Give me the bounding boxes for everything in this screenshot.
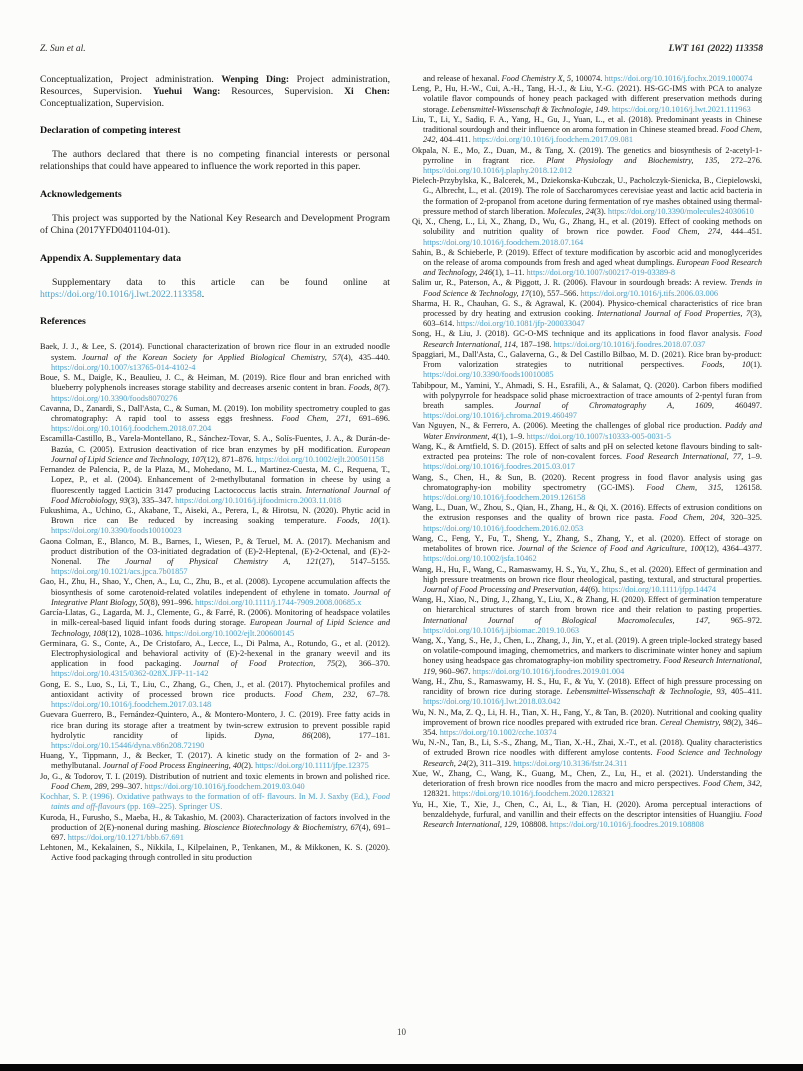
reference-entry [40, 342, 390, 373]
text-segment: , 404–411. [435, 135, 473, 145]
text-segment: Food Science and Technology Research, 24 [423, 748, 762, 768]
reference-entry [412, 677, 762, 708]
doi-link[interactable]: (pp. 169–225). Springer US. [125, 802, 223, 812]
text-segment: (12), 4364–4377. [702, 544, 762, 554]
text-segment: Food Chemistry X, 5 [501, 74, 572, 83]
text-segment: , 108808. [516, 819, 550, 829]
doi-link[interactable]: https://doi.org/10.1016/j.foodres.2019.01.004 [472, 666, 625, 676]
text-segment: , 1–9. [741, 452, 762, 462]
doi-link[interactable]: https://doi.org/10.1002/ejlt.200600145 [165, 628, 295, 638]
text-segment: Dyna, 86 [254, 730, 311, 740]
reference-entry [40, 772, 390, 792]
reference-entry [412, 565, 762, 596]
text-segment: Journal of the Science of Food and Agriculture, 100 [518, 544, 703, 554]
text-segment: , 299–307. [106, 781, 145, 791]
reference-entry [412, 176, 762, 217]
doi-link[interactable]: https://doi.org/10.1002/jsfa.10462 [423, 554, 537, 564]
reference-entry [412, 115, 762, 146]
reference-entry [412, 329, 762, 349]
doi-link[interactable]: https://doi.org/10.1016/j.ijbiomac.2019.10.063 [423, 625, 580, 635]
text-segment: (27), 5147–5155. [318, 557, 390, 567]
reference-entry [412, 534, 762, 565]
text-segment: (1), 1–11. [492, 268, 527, 278]
scan-edge-bar [0, 1064, 803, 1071]
text-segment: . [201, 288, 205, 300]
text-segment: Escamilla-Castillo, B., Varela-Montellano, R., Sánchez-Tovar, S. A., Solís-Fuentes, J. A., & Durán-de-Bazúa, C. (2005). Extrusion deactivation of rice bran enzymes by pH modification. [40, 434, 390, 454]
author-contributions-paragraph [40, 74, 390, 109]
text-segment: , 960–967. [434, 666, 473, 676]
doi-link[interactable]: https://doi.org/10.3390/foods10010023 [51, 526, 182, 536]
reference-entry [40, 792, 390, 812]
doi-link[interactable]: https://doi.org/10.1111/j.1744-7909.2008.00685.x [195, 597, 362, 607]
doi-link[interactable]: https://doi.org/10.1016/j.foodres.2019.108808 [549, 819, 704, 829]
reference-entry [40, 506, 390, 537]
doi-link[interactable]: https://doi.org/10.15446/dyna.v86n208.72190 [51, 740, 205, 750]
doi-link[interactable]: Food taints and off-flavours [51, 792, 390, 812]
text-segment: Food Chem, 242 [423, 125, 762, 145]
text-segment: (1), 1–9. [495, 431, 527, 441]
text-segment: (3), 603–614. [423, 309, 763, 329]
doi-link[interactable]: https://doi.org/10.1016/j.ijfoodmicro.2003.11.018 [175, 495, 342, 505]
text-segment: Wenping Ding: [221, 74, 290, 85]
text-segment: Lebensmittel-Wissenschaft & Technologie, 93 [566, 687, 725, 697]
doi-link[interactable]: https://doi.org/10.1271/bbb.67.691 [67, 832, 184, 842]
text-segment: Food Chem, 289 [51, 781, 107, 791]
reference-entry [412, 442, 762, 473]
text-segment: Journal of Food Protection, 75 [193, 659, 336, 669]
text-segment: Gaona Colman, E., Blanco, M. B., Barnes, I., Wiesen, P., & Teruel, M. A. (2017). Mechanism and product distribution of the O3-initiated degradation of (E)-2-Heptenal, (E)-2-Octenal, and (E)-2-Nonenal. [40, 536, 390, 567]
text-segment: Journal of Chromatography A, 1609 [514, 401, 712, 410]
text-segment: Food Chem, 274 [652, 227, 721, 237]
text-segment: Cereal Chemistry, 98 [659, 717, 732, 727]
reference-entry [40, 608, 390, 639]
text-segment: Yu, H., Xie, T., Xie, J., Chen, C., Ai, L., & Tian, H. (2020). Aroma perceptual interactions of benzaldehyde, furfural, and vanillin and their effects on the descriptor intensities of Huangjiu. [412, 799, 762, 819]
text-segment: Van Nguyen, N., & Ferrero, A. (2006). Meeting the challenges of global rice production. [412, 421, 725, 431]
page-number: 10 [397, 1027, 406, 1037]
appendix-doi-link[interactable]: https://doi.org/10.1016/j.lwt.2022.113358 [40, 288, 202, 300]
doi-link[interactable]: https://doi.org/10.1007/s00217-019-03389-8 [526, 268, 676, 278]
text-segment: (12), 871–876. [203, 454, 256, 464]
doi-link[interactable]: https://doi.org/10.4315/0362-028X.JFP-11-142 [51, 669, 209, 679]
text-segment: , 67–78. [355, 689, 391, 699]
text-segment: Leng, P., Hu, H.-W., Cui, A.-H., Tang, H.-J., & Liu, Y.-G. (2021). HS-GC-IMS with PCA to analyze volatile flavor compounds of honey peach packaged with different preservation methods during storage. [412, 84, 762, 114]
text-segment: (2), 346–354. [423, 717, 762, 737]
text-segment: Xue, W., Zhang, C., Wang, K., Guang, M., Chen, Z., Lu, H., et al. (2021). Understanding the deterioration of fresh brown rice noodles from the macro and micro perspectives. [412, 768, 762, 789]
doi-link[interactable]: https://doi.org/10.1016/j.lwt.2021.111963 [611, 104, 751, 114]
text-segment: Spaggiari, M., Dall'Asta, C., Galaverna, G., & Del Castillo Bilbao, M. D. (2021). Rice bran by-product: From valorization strategies to nutritional perspectives. [412, 349, 762, 370]
text-segment: (2). [241, 761, 256, 771]
text-segment: Journal of Integrative Plant Biology, 50 [51, 587, 390, 607]
text-segment: Journal of Food Processing and Preservation, 44 [423, 584, 589, 594]
text-segment: Foods, 10 [701, 360, 751, 370]
text-segment: Wang, K., & Arntfield, S. D. (2015). Effect of salts and pH on selected ketone flavours binding to salt-extracted pea proteins: The role of non-covalent forces. [412, 441, 762, 462]
section-heading-references: References [40, 316, 86, 328]
text-segment: Plant Physiology and Biochemistry, 135 [546, 155, 718, 165]
text-segment: , 128321. [423, 779, 762, 799]
text-segment: (10), 557–566. [529, 288, 581, 298]
text-segment: Lebensmittel-Wissenschaft & Technologie, 149 [451, 104, 608, 114]
reference-entry [412, 738, 762, 769]
doi-link[interactable]: https://doi.org/10.1111/jfpe.12375 [255, 761, 369, 771]
doi-link[interactable]: https://doi.org/10.1111/jfpp.14474 [601, 584, 717, 594]
doi-link[interactable]: https://doi.org/10.1016/j.plaphy.2018.12.012 [423, 165, 573, 175]
text-segment: , 691–696. [348, 413, 390, 423]
text-segment: Food Chem, 315 [646, 482, 722, 492]
text-segment: Sharma, H. R., Chauhan, G. S., & Agrawal, K. (2004). Physico-chemical characteristics of rice bran processed by dry heating and extrusion cooking. [412, 298, 762, 319]
text-segment: Bioscience Biotechnology & Biochemistry, 67 [203, 822, 359, 832]
text-segment: Wang, C., Feng, Y., Fu, T., Sheng, Y., Zhang, S., Zhang, Y., et al. (2020). Effect of storage on metabolites of brown rice. [412, 533, 762, 554]
text-segment: Resources, Supervision. [220, 85, 345, 97]
text-segment: European Journal of Lipid Science and Technology, 108 [51, 618, 390, 638]
text-segment: Trends in Food Science & Technology, 17 [423, 278, 762, 298]
text-segment: Jo, G., & Todorov, T. I. (2019). Distribution of nutrient and toxic elements in brown and polished rice. [40, 771, 390, 781]
reference-entry-continued [412, 74, 762, 84]
running-head [40, 44, 763, 54]
text-segment: Wang, H., Zhu, S., Ramaswamy, H. S., Hu, F., & Yu, Y. (2018). Effect of high pressure processing on rancidity of brown rice during storage. [412, 676, 762, 697]
running-head-author: Z. Sun et al. [40, 44, 86, 54]
reference-entry [412, 595, 762, 636]
text-segment: Wang, H., Hu, F., Wang, C., Ramaswamy, H. S., Yu, Y., Zhu, S., et al. (2020). Effect of germination and high pressure treatments on brown rice flour rheological, pasting, textural, and structural properties. [412, 564, 762, 584]
text-segment: Lehtonen, M., Kekalainen, S., Nikkila, I., Kilpelainen, P., Tenkanen, M., & Mikkonen, K. S. (2020). Active food packaging through controlled in situ production [40, 843, 390, 863]
doi-link[interactable]: https://doi.org/10.1002/ejlt.200501158 [255, 454, 384, 464]
doi-link[interactable]: https://doi.org/10.1016/j.fochx.2019.100074 [604, 74, 753, 83]
text-segment: Food Chem, 271 [281, 413, 349, 423]
doi-link[interactable]: https://doi.org/10.1016/j.foodchem.2016.02.053 [423, 523, 584, 533]
reference-entry [412, 381, 762, 422]
text-segment: (2), 366–370. [335, 659, 391, 669]
text-segment: Wang, S., Chen, H., & Sun, B. (2020). Recent progress in food flavor analysis using gas chromatography-ion mobility spectrometry (GC-IMS). [412, 472, 762, 492]
doi-link[interactable]: https://doi.org/10.1007/s10333-005-0031-5 [526, 431, 671, 441]
reference-entry [412, 278, 762, 298]
text-segment: Supplementary data to this article can be found online at [52, 276, 390, 288]
text-segment: Sahin, B., & Schieberle, P. (2019). Effect of texture modification by ascorbic acid and monoglycerides on the release of aroma compounds from fresh and aged wheat dumplings. [412, 247, 762, 267]
text-segment: Food Research International, 129 [423, 809, 762, 829]
reference-entry [40, 537, 390, 578]
doi-link[interactable]: https://doi.org/10.1002/cche.10374 [439, 728, 557, 737]
text-segment: Foods, 8 [348, 383, 379, 393]
text-segment: International Journal of Biological Macromolecules, 147 [423, 615, 708, 625]
appendix-paragraph [40, 277, 390, 301]
doi-link[interactable]: https://doi.org/10.1016/j.chroma.2019.460497 [423, 411, 577, 421]
text-segment: Food Chem, 232 [284, 689, 356, 699]
text-segment: Cavanna, D., Zanardi, S., Dall'Asta, C., & Suman, M. (2019). Ion mobility spectrometry coupled to gas chromatography: A rapid tool to assess eggs freshness. [40, 403, 390, 423]
doi-link[interactable]: https://doi.org/10.3390/molecules24030610 [607, 206, 754, 216]
text-segment: and release of hexanal. [423, 74, 502, 83]
text-segment: Wu, N. N., Ma, Z. Q., Li, H. H., Tian, X. H., Fang, Y., & Tan, B. (2020). Nutritional and cooking quality improvement of brown rice noodles prepared with extruded rice bran. [412, 707, 762, 727]
text-segment: Salim ur, R., Paterson, A., & Piggott, J. R. (2006). Flavour in sourdough breads: A review. [412, 278, 731, 288]
text-segment: Boue, S. M., Daigle, K., Beaulieu, J. C., & Heiman, M. (2019). Rice flour and bran enriched with blueberry polyphenols increases storage stability and decreases arsenic content in bran. [40, 373, 390, 393]
text-segment: Xi Chen: [344, 85, 390, 97]
reference-entry [40, 465, 390, 506]
right-column [412, 74, 762, 864]
doi-link[interactable]: https://doi.org/10.1016/j.foodres.2018.07.037 [553, 339, 706, 349]
reference-entry [40, 813, 390, 844]
references-list-right [412, 74, 762, 830]
text-segment: (208), 177–181. [310, 730, 390, 740]
reference-entry [412, 146, 762, 177]
text-segment: Wang, L., Duan, W., Zhou, S., Qian, H., Zhang, H., & Qi, X. (2016). Effects of extrusion conditions on the extrusion responses and the quality of brown rice pasta. [412, 503, 762, 523]
text-segment: Gong, E. S., Luo, S., Li, T., Liu, C., Zhang, G., Chen, J., et al. (2017). Phytochemical profiles and antioxidant activity of processed brown rice products. [40, 679, 390, 699]
doi-link[interactable]: https://doi.org/10.1016/j.foodchem.2020.128321 [452, 789, 615, 799]
text-segment: (4), 691–697. [51, 822, 390, 842]
text-segment: Food Research International, 114 [423, 329, 762, 349]
text-segment: Food Chem, 342 [702, 779, 760, 789]
doi-link[interactable]: https://doi.org/10.1081/jfp-200033047 [456, 319, 585, 329]
text-segment: Gao, H., Zhu, H., Shao, Y., Chen, A., Lu, C., Zhu, B., et al. (2008). Lycopene accumulation affects the biosynthesis of some carotenoid-related volatiles independent of ethylene in tomato. [40, 577, 390, 597]
text-segment: Conceptualization, Supervision. [40, 97, 165, 109]
text-segment: Food Chem, 204 [659, 513, 723, 523]
text-segment: Baek, J. J., & Lee, S. (2014). Functional characterization of brown rice flour in an extruded noodle system. [40, 342, 390, 362]
reference-entry [412, 350, 762, 381]
text-segment: , 320–325. [722, 513, 763, 523]
reference-entry [40, 434, 390, 465]
doi-link[interactable]: https://doi.org/10.1007/s13765-014-4102-4 [51, 362, 196, 372]
doi-link[interactable]: https://doi.org/10.1016/j.foodchem.2018.07.164 [423, 237, 584, 247]
text-segment: Song, H., & Liu, J. (2018). GC-O-MS technique and its applications in food flavor analysis. [412, 329, 745, 339]
text-segment: Wang, H., Xiao, N., Ding, J., Zhang, Y., Liu, X., & Zhang, H. (2020). Effect of germination temperature on hierarchical structures of starch from brown rice and their relation to pasting properties. [412, 595, 762, 615]
reference-entry [40, 843, 390, 863]
text-segment: Wu, N.-N., Tan, B., Li, S.-S., Zhang, M., Tian, X.-H., Zhai, X.-T., et al. (2018). Quality characteristics of extruded Brown rice noodles with different amylose contents. [412, 738, 762, 758]
doi-link[interactable]: https://doi.org/10.1016/j.foodres.2015.03.017 [423, 462, 575, 472]
reference-entry [412, 708, 762, 739]
doi-link[interactable]: https://doi.org/10.1016/j.foodchem.2019.03.040 [144, 781, 305, 791]
text-segment: Qi, X., Cheng, L., Li, X., Zhang, D., Wu, G., Zhang, H., et al. (2019). Effect of cooking methods on solubility and nutrition quality of brown rice powder. [412, 217, 762, 237]
reference-entry [412, 473, 762, 504]
reference-entry [40, 373, 390, 404]
text-segment: Tabibpour, M., Yamini, Y., Ahmadi, S. H., Esrafili, A., & Salamat, Q. (2020). Carbon fibers modified with polypyrrole for headspace solid phase microextraction of trace amounts of 2-pentyl furan from breath samples. [412, 380, 762, 410]
text-segment: Foods, 10 [336, 516, 379, 526]
running-head-journal: LWT 161 (2022) 113358 [668, 44, 763, 54]
text-segment: , 405–411. [724, 687, 762, 697]
reference-entry [412, 421, 762, 441]
text-segment: Wang, X., Yang, S., He, J., Chen, L., Zhang, J., Jin, Y., et al. (2019). A green triple-locked strategy based on volatile-compound imaging, chemometrics, and markers to discriminate winter honey and sapium honey using headspace gas chromatography-ion mobility spectrometry. [412, 636, 762, 666]
text-segment: Molecules, 24 [547, 206, 595, 216]
text-segment: European Journal of Lipid Science and Technology, 107 [51, 444, 390, 464]
section-heading-appendix: Appendix A. Supplementary data [40, 252, 182, 264]
text-segment: Conceptualization, Project administration. [40, 74, 222, 85]
reference-entry [412, 248, 762, 279]
text-segment: International Journal of Food Properties, 7 [597, 309, 751, 319]
text-segment: , 444–451. [720, 227, 762, 237]
text-segment: , 272–276. [717, 155, 762, 165]
text-segment: Pielech-Przybylska, K., Balcerek, M., Dziekonska-Kubczak, U., Pacholczyk-Sienicka, B., Ciepielowski, G., Albrecht, L., et al. (2019). The role of Saccharomyces cerevisiae yeast and lactic acid bacteria in the formation of 2-propanol from acetone during fermentation of rye mashes obtained using thermal-pressure method of starch liberation. [412, 176, 762, 216]
reference-entry [40, 751, 390, 771]
text-segment: Okpala, N. E., Mo, Z., Duan, M., & Tang, X. (2019). The genetics and biosynthesis of 2-acetyl-1-pyrroline in fragrant rice. [412, 145, 762, 165]
text-segment: European Food Research and Technology, 246 [423, 257, 762, 278]
text-segment: Yuehui Wang: [152, 85, 221, 97]
doi-link[interactable]: https://doi.org/10.1016/j.foodchem.2018.07.204 [51, 424, 212, 434]
text-segment: Germinara, G. S., Conte, A., De Cristofaro, A., Lecce, L., Di Palma, A., Rotundo, G., et al. (2012). Electrophysiological and behavioral activity of (E)-2-hexenal in the granary weevil and its application in food packaging. [40, 638, 390, 669]
text-segment: , 126158. [721, 482, 762, 492]
text-segment: Journal of the Korean Society for Applied Biological Chemistry, 57 [82, 352, 342, 362]
page-footer [0, 1027, 803, 1037]
doi-link[interactable]: Kochhar, S. P. (1996). Oxidative pathways to the formation of off- flavours. In M. J. Saxby (Ed.), [40, 792, 373, 802]
text-segment: (12), 1028–1036. [105, 628, 166, 638]
doi-link[interactable]: https://doi.org/10.1016/j.foodchem.2017.09.081 [472, 135, 633, 145]
reference-entry [412, 84, 762, 115]
text-segment: (3). [594, 206, 608, 216]
text-segment: (3), 335–347. [127, 495, 176, 505]
text-segment: , 187–198. [515, 339, 554, 349]
reference-entry [412, 800, 762, 831]
reference-entry [40, 639, 390, 680]
text-segment: (2), 311–319. [466, 758, 514, 768]
reference-entry [412, 217, 762, 248]
text-segment: (1). [750, 360, 763, 370]
text-segment: Kuroda, H., Furusho, S., Maeba, H., & Takashio, M. (2003). Characterization of factors involved in the production of 2(E)-nonenal during mashing. [40, 812, 390, 832]
text-segment: , 100074. [571, 74, 605, 83]
doi-link[interactable]: https://doi.org/10.3390/foods10010085 [423, 370, 554, 380]
section-heading-acknowledgements: Acknowledgements [40, 189, 122, 201]
references-list-left [40, 342, 390, 863]
reference-entry [412, 503, 762, 534]
text-segment: Huang, Y., Tippmann, J., & Becker, T. (2017). A kinetic study on the formation of 2- and 3-methylbutanal. [40, 751, 390, 771]
text-segment: (6). [588, 584, 602, 594]
reference-entry [40, 404, 390, 435]
text-segment: Journal of Food Process Engineering, 40 [102, 761, 242, 771]
text-segment: . [607, 104, 612, 114]
section-heading-declaration: Declaration of competing interest [40, 125, 181, 137]
doi-link[interactable]: https://doi.org/10.1016/j.tifs.2006.03.006 [580, 288, 719, 298]
reference-entry [412, 636, 762, 677]
text-segment: (7). [378, 383, 391, 393]
text-segment: (4), 435–440. [341, 352, 390, 362]
doi-link[interactable]: https://doi.org/10.1016/j.foodchem.2017.03.148 [51, 700, 212, 710]
declaration-paragraph: The authors declared that there is no competing financial interests or personal relationships that could have appeared to influence the work reported in this paper. [40, 149, 390, 173]
text-segment: Guevara Guerrero, B., Fernández-Quintero, A., & Montero-Montero, J. C. (2019). Free fatty acids in rice bran during its storage after a treatment by twin-screw extrusion to prevent possible rapid hydrolytic rancidity of lipids. [40, 710, 390, 740]
reference-entry [40, 577, 390, 608]
reference-entry [40, 680, 390, 711]
acknowledgements-paragraph: This project was supported by the National Key Research and Development Program of China (2017YFD0401104-01). [40, 213, 390, 236]
reference-entry [412, 299, 762, 330]
text-segment: International Journal of Food Microbiology, 93 [51, 485, 391, 505]
text-segment: García-Llatas, G., Lagarda, M. J., Clemente, G., & Farré, R. (2006). Monitoring of headspace volatiles in milk-cereal-based liquid infant foods during storage. [40, 608, 390, 628]
doi-link[interactable]: https://doi.org/10.3136/fstr.24.311 [513, 758, 628, 768]
text-segment: Food Research International, 119 [423, 656, 762, 676]
text-segment: Fernandez de Palencia, P., de la Plaza, M., Mohedano, M. L., Martinez-Cuesta, M. C., Requena, T., Lopez, P., et al. (2004). Enhancement of 2-methylbutanal formation in cheese by using a fluorescently tagged Lacticin 3147 producing Lactococcus lactis strain. [40, 465, 390, 495]
text-segment: (1). [378, 516, 390, 526]
text-segment: (8), 991–996. [147, 597, 196, 607]
text-segment: Fukushima, A., Uchino, G., Akabane, T., Aiseki, A., Perera, I., & Hirotsu, N. (2020). Phytic acid in Brown rice can Be reduced by increasing soaking temperature. [40, 505, 390, 526]
reference-entry [412, 769, 762, 800]
left-column [40, 74, 390, 864]
text-segment: Project administration, Resources, Supervision. [40, 74, 391, 97]
text-segment: Food Research International, 77 [626, 452, 742, 462]
text-segment: , 460497. [711, 401, 762, 410]
text-segment: The Journal of Physical Chemistry A, 121 [97, 557, 319, 567]
doi-link[interactable]: https://doi.org/10.1021/acs.jpca.7b01857 [51, 567, 188, 577]
text-segment: Paddy and Water Environment, 4 [423, 421, 763, 441]
two-column-body [40, 74, 763, 864]
doi-link[interactable]: https://doi.org/10.1016/j.lwt.2018.03.042 [423, 697, 561, 707]
doi-link[interactable]: https://doi.org/10.1016/j.foodchem.2019.126158 [423, 492, 586, 502]
reference-entry [40, 710, 390, 751]
text-segment: Liu, T., Li, Y., Sadiq, F. A., Yang, H., Gu, J., Yuan, L., et al. (2018). Predominant yeasts in Chinese traditional sourdough and their influence on aroma formation in Chinese steamed bread. [412, 114, 762, 135]
doi-link[interactable]: https://doi.org/10.3390/foods8070276 [51, 393, 178, 403]
text-segment: , 965–972. [707, 615, 762, 625]
